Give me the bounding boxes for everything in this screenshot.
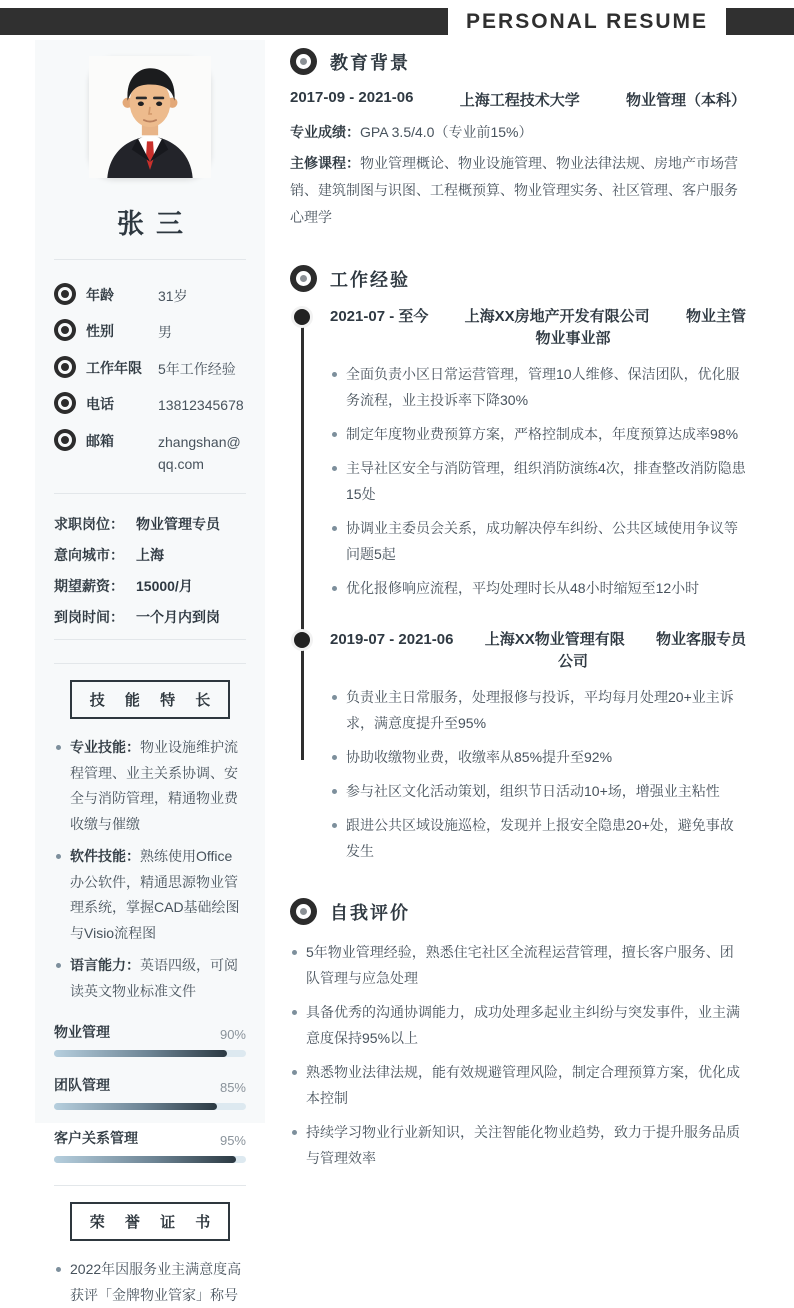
bullet-icon bbox=[332, 755, 337, 760]
progress-fill bbox=[54, 1103, 217, 1110]
gpa-value: GPA 3.5/4.0（专业前15%） bbox=[360, 124, 533, 140]
experience-timeline bbox=[290, 306, 746, 864]
bullet-icon bbox=[332, 432, 337, 437]
progress-fill bbox=[54, 1050, 227, 1057]
intent-row-availability bbox=[54, 607, 246, 627]
gpa-line bbox=[290, 119, 746, 146]
bullet-icon bbox=[332, 466, 337, 471]
skill-text: 语言能力：英语四级，可阅读英文物业标准文件 bbox=[70, 957, 238, 999]
info-value: 男 bbox=[158, 324, 172, 341]
courses-line bbox=[290, 150, 746, 231]
bullseye-icon bbox=[54, 356, 76, 378]
progress-track bbox=[54, 1103, 246, 1110]
skill-item bbox=[54, 844, 246, 946]
courses-label: 主修课程： bbox=[290, 155, 360, 171]
bullet-icon bbox=[56, 963, 61, 968]
job-header bbox=[330, 629, 746, 651]
experience-section bbox=[290, 265, 746, 864]
skill-bar-team-management bbox=[54, 1075, 246, 1110]
honor-text: 2022年因服务业主满意度高获评「金牌物业管家」称号 bbox=[70, 1261, 242, 1303]
info-row-gender bbox=[54, 320, 246, 343]
job-entry-1 bbox=[330, 306, 746, 601]
skill-item bbox=[54, 953, 246, 1004]
bullet-icon bbox=[332, 695, 337, 700]
bullet-icon bbox=[292, 1010, 297, 1015]
job-bullet: 协助收缴物业费，收缴率从85%提升至92% bbox=[330, 744, 746, 770]
job-bullet-list bbox=[330, 361, 746, 601]
skills-section-title: 技 能 特 长 bbox=[70, 680, 230, 719]
info-label: 邮箱 bbox=[86, 432, 114, 449]
timeline-dot bbox=[294, 309, 310, 325]
honor-item bbox=[54, 1257, 246, 1308]
job-date: 2021-07 - 至今 bbox=[330, 308, 429, 325]
intent-label: 期望薪资： bbox=[54, 578, 124, 595]
info-value: 5年工作经验 bbox=[158, 360, 236, 377]
job-bullet: 全面负责小区日常运营管理，管理10人维修、保洁团队，优化服务流程，业主投诉率下降30% bbox=[330, 361, 746, 413]
intent-value: 15000/月 bbox=[136, 578, 193, 595]
education-section bbox=[290, 48, 746, 231]
bullet-icon bbox=[332, 789, 337, 794]
info-label: 工作年限 bbox=[86, 359, 142, 376]
job-bullet: 主导社区安全与消防管理，组织消防演练4次，排查整改消防隐患15处 bbox=[330, 455, 746, 507]
portrait-illustration bbox=[89, 56, 211, 178]
bullseye-icon bbox=[54, 429, 76, 451]
evaluation-bullet-list bbox=[290, 939, 746, 1171]
evaluation-bullet: 5年物业管理经验，熟悉住宅社区全流程运营管理，擅长客户服务、团队管理与应急处理 bbox=[290, 939, 746, 991]
job-position: 物业客服专员 bbox=[655, 631, 746, 648]
honors-section-title: 荣 誉 证 书 bbox=[70, 1202, 230, 1241]
bar-percent: 90% bbox=[219, 1027, 246, 1043]
section-gap bbox=[54, 639, 246, 664]
candidate-name: 张三 bbox=[117, 209, 195, 239]
skill-label: 专业技能： bbox=[70, 739, 140, 756]
bullet-icon bbox=[292, 1130, 297, 1135]
target-icon bbox=[290, 265, 317, 292]
intent-label: 到岗时间： bbox=[54, 609, 124, 626]
job-bullet: 优化报修响应流程，平均处理时长从48小时缩短至12小时 bbox=[330, 575, 746, 601]
bullet-icon bbox=[56, 854, 61, 859]
info-label: 电话 bbox=[86, 396, 114, 413]
job-entry-2 bbox=[330, 629, 746, 864]
skill-bar-property-management bbox=[54, 1022, 246, 1057]
skill-bar-customer-relations bbox=[54, 1128, 246, 1163]
job-intent-list bbox=[54, 514, 246, 627]
divider bbox=[54, 663, 246, 664]
bar-percent: 95% bbox=[219, 1133, 246, 1149]
intent-value: 物业管理专员 bbox=[136, 516, 220, 533]
honors-list bbox=[54, 1257, 246, 1308]
education-degree: 物业管理（本科） bbox=[625, 92, 746, 109]
divider bbox=[54, 1185, 246, 1186]
job-department: 物业事业部 bbox=[535, 330, 611, 347]
evaluation-bullet: 持续学习物业行业新知识，关注智能化物业趋势，致力于提升服务品质与管理效率 bbox=[290, 1119, 746, 1171]
sidebar bbox=[35, 40, 265, 1303]
main-content bbox=[290, 48, 746, 1205]
info-row-experience-years bbox=[54, 357, 246, 380]
bar-label: 物业管理 bbox=[54, 1024, 110, 1041]
bar-label: 客户关系管理 bbox=[54, 1130, 138, 1147]
evaluation-bullet: 熟悉物业法律法规，能有效规避管理风险，制定合理预算方案，优化成本控制 bbox=[290, 1059, 746, 1111]
education-entry bbox=[290, 89, 746, 110]
intent-label: 求职岗位： bbox=[54, 516, 124, 533]
job-bullet: 参与社区文化活动策划，组织节日活动10+场，增强业主粘性 bbox=[330, 778, 746, 804]
bullseye-icon bbox=[54, 283, 76, 305]
info-value: 13812345678 bbox=[158, 397, 244, 414]
timeline-line bbox=[301, 322, 304, 760]
divider bbox=[54, 259, 246, 260]
bullet-icon bbox=[292, 1070, 297, 1075]
job-bullet: 跟进公共区域设施巡检，发现并上报安全隐患20+处，避免事故发生 bbox=[330, 812, 746, 864]
job-company-wrap: 公司 bbox=[557, 653, 588, 670]
intent-value: 上海 bbox=[136, 547, 164, 564]
skill-bars bbox=[54, 1022, 246, 1163]
job-bullet: 制定年度物业费预算方案，严格控制成本，年度预算达成率98% bbox=[330, 421, 746, 447]
gpa-label: 专业成绩： bbox=[290, 124, 360, 140]
job-header bbox=[330, 306, 746, 328]
section-title: 自我评价 bbox=[330, 902, 410, 923]
timeline-dot bbox=[294, 632, 310, 648]
skill-item bbox=[54, 735, 246, 837]
page-title: PERSONAL RESUME bbox=[466, 9, 708, 33]
progress-fill bbox=[54, 1156, 236, 1163]
target-icon bbox=[290, 48, 317, 75]
target-icon bbox=[290, 898, 317, 925]
bullet-icon bbox=[332, 823, 337, 828]
skill-text: 专业技能：物业设施维护流程管理、业主关系协调、安全与消防管理，精通物业费收缴与催缴 bbox=[70, 739, 238, 832]
education-school: 上海工程技术大学 bbox=[459, 92, 580, 109]
intent-row-position bbox=[54, 514, 246, 534]
self-evaluation-section bbox=[290, 898, 746, 1171]
intent-row-salary bbox=[54, 576, 246, 596]
intent-row-city bbox=[54, 545, 246, 565]
personal-info-list bbox=[54, 284, 246, 475]
bullet-icon bbox=[332, 586, 337, 591]
section-header bbox=[290, 898, 746, 925]
evaluation-bullet: 具备优秀的沟通协调能力，成功处理多起业主纠纷与突发事件，业主满意度保持95%以上 bbox=[290, 999, 746, 1051]
courses-value: 物业管理概论、物业设施管理、物业法律法规、房地产市场营销、建筑制图与识图、工程概预算、物业管理实务、社区管理、客户服务心理学 bbox=[290, 155, 738, 225]
job-bullet: 协调业主委员会关系，成功解决停车纠纷、公共区域使用争议等问题5起 bbox=[330, 515, 746, 567]
info-row-email bbox=[54, 430, 246, 476]
section-header bbox=[290, 48, 746, 75]
info-label: 年龄 bbox=[86, 287, 114, 303]
divider bbox=[54, 493, 246, 494]
job-bullet: 负责业主日常服务，处理报修与投诉，平均每月处理20+业主诉求，满意度提升至95% bbox=[330, 684, 746, 736]
info-row-age bbox=[54, 284, 246, 307]
info-label: 性别 bbox=[86, 323, 114, 340]
job-position: 物业主管 bbox=[685, 308, 746, 325]
section-title: 工作经验 bbox=[330, 269, 410, 290]
education-date: 2017-09 - 2021-06 bbox=[290, 89, 414, 106]
intent-value: 一个月内到岗 bbox=[136, 609, 220, 626]
job-bullet-list bbox=[330, 684, 746, 864]
bar-percent: 85% bbox=[219, 1080, 246, 1096]
bullseye-icon bbox=[54, 319, 76, 341]
skills-list bbox=[54, 735, 246, 1004]
job-company: 上海XX房地产开发有限公司 bbox=[464, 308, 650, 325]
avatar bbox=[89, 56, 211, 178]
bullseye-icon bbox=[54, 392, 76, 414]
top-banner bbox=[0, 8, 794, 35]
bar-label: 团队管理 bbox=[54, 1077, 110, 1094]
skill-text: 软件技能：熟练使用Office办公软件，精通思源物业管理系统，掌握CAD基础绘图与Visio流程图 bbox=[70, 848, 240, 941]
skill-label: 语言能力： bbox=[70, 957, 140, 974]
intent-label: 意向城市： bbox=[54, 547, 124, 564]
banner-bar-left bbox=[0, 8, 448, 35]
bullet-icon bbox=[56, 1267, 61, 1272]
info-value: zhangshan@qq.com bbox=[158, 433, 241, 472]
info-value: 31岁 bbox=[158, 288, 188, 304]
bullet-icon bbox=[332, 526, 337, 531]
section-header bbox=[290, 265, 746, 292]
section-title: 教育背景 bbox=[330, 52, 410, 73]
job-date: 2019-07 - 2021-06 bbox=[330, 631, 454, 648]
banner-bar-right bbox=[726, 8, 794, 35]
progress-track bbox=[54, 1156, 246, 1163]
skill-label: 软件技能： bbox=[70, 848, 140, 865]
bullet-icon bbox=[56, 745, 61, 750]
divider bbox=[54, 639, 246, 640]
progress-track bbox=[54, 1050, 246, 1057]
bullet-icon bbox=[292, 950, 297, 955]
bullet-icon bbox=[332, 372, 337, 377]
info-row-phone bbox=[54, 393, 246, 416]
job-company: 上海XX物业管理有限 bbox=[484, 631, 625, 648]
